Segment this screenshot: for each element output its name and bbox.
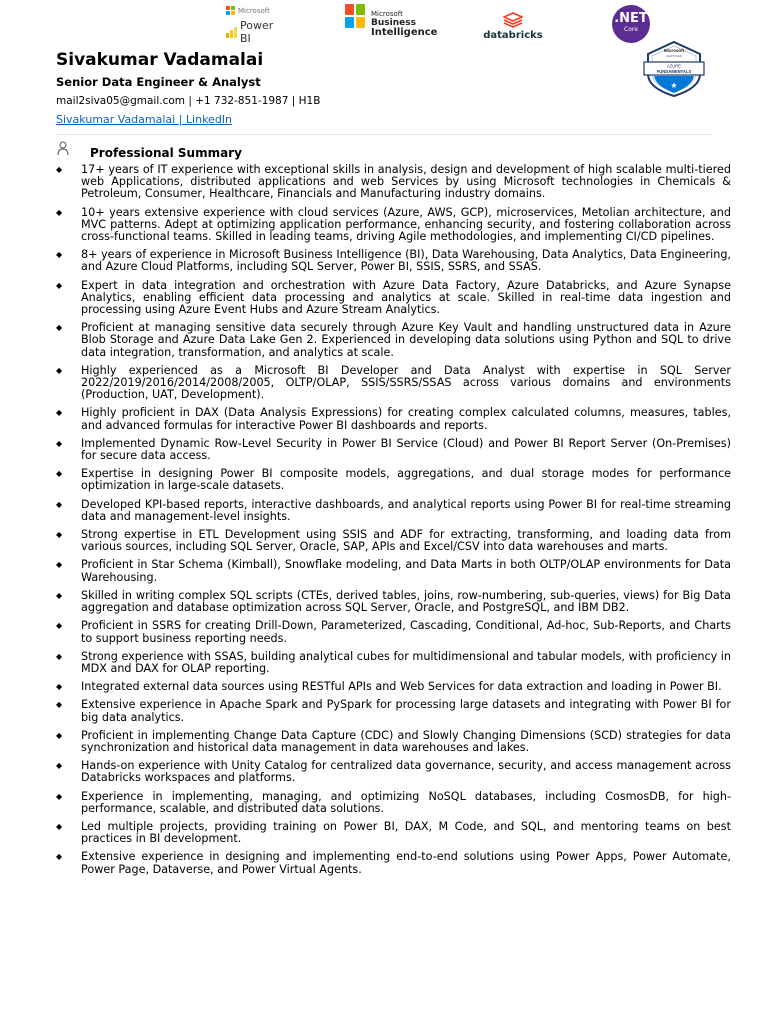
summary-text: 8+ years of experience in Microsoft Business Intelligence (BI), Data Warehousing, Data Analytics, Data Engineering, and Azure Cloud Platforms, including SQL Server, Power BI, SSIS, SSRS, and SSAS.: [81, 248, 731, 274]
list-item: [56, 468, 731, 492]
dotnet-core-label: Core: [624, 26, 638, 33]
svg-text:★: ★: [670, 81, 678, 90]
list-item: [56, 559, 731, 583]
bullet-diamond-icon: ◆: [56, 821, 63, 831]
list-item: [56, 280, 731, 317]
powerbi-icon: [226, 27, 237, 38]
bullet-diamond-icon: ◆: [56, 207, 63, 217]
bullet-diamond-icon: ◆: [56, 852, 63, 862]
list-item: [56, 760, 731, 784]
bullet-diamond-icon: ◆: [56, 530, 63, 540]
bullet-diamond-icon: ◆: [56, 761, 63, 771]
dotnet-core-logo: [612, 5, 650, 43]
bullet-diamond-icon: ◆: [56, 651, 63, 661]
list-item: [56, 851, 731, 875]
bullet-diamond-icon: ◆: [56, 499, 63, 509]
powerbi-wordmark: Power BI: [240, 19, 274, 45]
summary-text: Proficient in Star Schema (Kimball), Snowflake modeling, and Data Marts in both OLTP/OLAP environments for Data Warehousing.: [81, 558, 731, 584]
microsoft-powerbi-logo: [226, 6, 286, 45]
list-item: [56, 821, 731, 845]
bullet-diamond-icon: ◆: [56, 365, 63, 375]
list-item: [56, 620, 731, 644]
bullet-diamond-icon: ◆: [56, 323, 63, 333]
summary-text: Led multiple projects, providing training on Power BI, DAX, M Code, and SQL, and mentoring teams on best practices in BI development.: [81, 819, 731, 846]
summary-text: Strong expertise in ETL Development using SSIS and ADF for extracting, transforming, and loading data from various sources, including SQL Server, Oracle, SAP, APIs and Excel/CSV into data warehouses and marts.: [81, 528, 731, 554]
list-item: [56, 730, 731, 754]
summary-text: Experience in implementing, managing, and optimizing NoSQL databases, including CosmosDB, for high-performance, scalable, and distributed data solutions.: [81, 789, 731, 815]
summary-text: Skilled in writing complex SQL scripts (CTEs, derived tables, joins, row-numbering, sub-queries, views) for Big Data aggregation and database optimization across SQL Server, Oracle, and PostgreSQL, and IBM DB2.: [81, 588, 731, 615]
databricks-wordmark: databricks: [483, 30, 543, 41]
bullet-diamond-icon: ◆: [56, 700, 63, 710]
list-item: [56, 249, 731, 273]
microsoft-logo-icon: [226, 6, 235, 15]
list-item: [56, 407, 731, 431]
list-item: [56, 499, 731, 523]
summary-text: Extensive experience in designing and implementing end-to-end solutions using Power Apps, Power Automate, Power Page, Dataverse, and Power Virtual Agents.: [81, 850, 731, 876]
azure-badge-top: Microsoft: [663, 48, 685, 53]
summary-text: 17+ years of IT experience with exceptional skills in analysis, design and development of high scalable multi-tiered web Applications, distributed applications and web Services by using Microsoft technologies in Chemicals & Petroleum, Consumer, Healthcare, Financials and Manufacturing industry domains.: [81, 163, 731, 201]
bullet-diamond-icon: ◆: [56, 730, 63, 740]
section-title-professional-summary: Professional Summary: [90, 146, 242, 160]
summary-text: Strong experience with SSAS, building analytical cubes for multidimensional and tabular models, with proficiency in MDX and DAX for OLAP reporting.: [81, 649, 731, 675]
summary-text: Hands-on experience with Unity Catalog for centralized data governance, security, and access management across Databricks workspaces and platforms.: [81, 759, 731, 785]
msbi-line2: Business: [371, 18, 416, 28]
list-item: [56, 681, 731, 693]
list-item: [56, 699, 731, 723]
person-icon: [57, 141, 69, 157]
databricks-logo: [478, 12, 548, 42]
summary-text: 10+ years extensive experience with cloud services (Azure, AWS, GCP), microservices, Metolian architecture, and MVC patterns. Adept at optimizing application performance, enhancing security, and fostering collaboration across cross-functional teams. Skilled in leading teams, driving Agile methodologies, and implementing CI/CD pipelines.: [81, 205, 731, 244]
azure-badge-ribbon2: FUNDAMENTALS: [656, 69, 692, 74]
bullet-diamond-icon: ◆: [56, 791, 63, 801]
summary-text: Extensive experience in Apache Spark and PySpark for processing large datasets and integrating with Power BI for big data analytics.: [81, 698, 731, 724]
ms-business-intelligence-logo: [343, 2, 438, 42]
summary-list: [56, 164, 731, 882]
azure-badge-mid: CERTIFIED: [666, 54, 682, 58]
bullet-diamond-icon: ◆: [56, 165, 63, 174]
summary-text: Integrated external data sources using RESTful APIs and Web Services for data extraction and loading in Power BI.: [81, 680, 722, 694]
azure-badge-ribbon1: AZURE: [666, 63, 682, 69]
summary-text: Proficient in implementing Change Data Capture (CDC) and Slowly Changing Dimensions (SCD) strategies for data synchronization and historical data management in data warehouses and lakes.: [81, 728, 731, 754]
msbi-icon: [343, 2, 367, 30]
bullet-diamond-icon: ◆: [56, 682, 63, 692]
list-item: [56, 791, 731, 815]
summary-text: Expert in data integration and orchestration with Azure Data Factory, Azure Databricks, and Azure Synapse Analytics, enabling efficient data processing and analytics at scale. Skilled in real-time data ingestion and processing using Azure Event Hubs and Azure Stream Analytics.: [81, 278, 731, 317]
header-divider: [56, 134, 712, 135]
summary-text: Implemented Dynamic Row-Level Security in Power BI Service (Cloud) and Power BI Report Server (On-Premises) for secure data access.: [81, 436, 731, 463]
list-item: [56, 438, 731, 462]
summary-text: Highly proficient in DAX (Data Analysis Expressions) for creating complex calculated columns, measures, tables, and advanced formulas for interactive Power BI dashboards and reports.: [81, 406, 731, 432]
bullet-diamond-icon: ◆: [56, 590, 63, 600]
summary-text: Proficient at managing sensitive data securely through Azure Key Vault and handling unstructured data in Azure Blob Storage and Azure Data Lake Gen 2. Experienced in developing data solutions using Python and SQL to drive data integration, transformation, and analytics at scale.: [81, 321, 731, 359]
list-item: [56, 207, 731, 244]
summary-text: Highly experienced as a Microsoft BI Developer and Data Analyst with expertise in SQL Server 2022/2019/2016/2014/2008/2005, OLTP/OLAP, SSIS/SSRS/SSAS across various domains and environments (Production, UAT, Development).: [81, 363, 731, 402]
bullet-diamond-icon: ◆: [56, 469, 63, 479]
list-item: [56, 322, 731, 359]
job-title: Senior Data Engineer & Analyst: [56, 75, 261, 89]
bullet-diamond-icon: ◆: [56, 438, 63, 448]
msbi-line3: Intelligence: [371, 27, 438, 38]
summary-text: Developed KPI-based reports, interactive dashboards, and analytical reports using Power BI for real-time streaming data and management-level insights.: [81, 497, 731, 523]
dotnet-wordmark: .NET: [614, 11, 648, 26]
databricks-icon: [503, 12, 523, 28]
list-item: [56, 164, 731, 201]
list-item: [56, 590, 731, 614]
summary-text: Proficient in SSRS for creating Drill-Down, Parameterized, Cascading, Conditional, Ad-hoc, Sub-Reports, and Charts to support business reporting needs.: [81, 619, 731, 645]
list-item: [56, 529, 731, 553]
bullet-diamond-icon: ◆: [56, 250, 63, 260]
bullet-diamond-icon: ◆: [56, 560, 63, 570]
linkedin-link[interactable]: Sivakumar Vadamalai | LinkedIn: [56, 113, 233, 126]
msbi-line1: Microsoft: [371, 10, 403, 18]
summary-text: Expertise in designing Power BI composite models, aggregations, and dual storage modes for performance optimization in large-scale datasets.: [81, 467, 731, 493]
list-item: [56, 651, 731, 675]
candidate-name: Sivakumar Vadamalai: [56, 50, 264, 70]
microsoft-wordmark: Microsoft: [238, 6, 270, 15]
bullet-diamond-icon: ◆: [56, 621, 63, 631]
contact-info: mail2siva05@gmail.com | +1 732-851-1987 | H1B: [56, 95, 321, 107]
azure-fundamentals-badge-icon: [642, 40, 706, 98]
list-item: [56, 365, 731, 402]
bullet-diamond-icon: ◆: [56, 408, 63, 418]
bullet-diamond-icon: ◆: [56, 280, 63, 290]
